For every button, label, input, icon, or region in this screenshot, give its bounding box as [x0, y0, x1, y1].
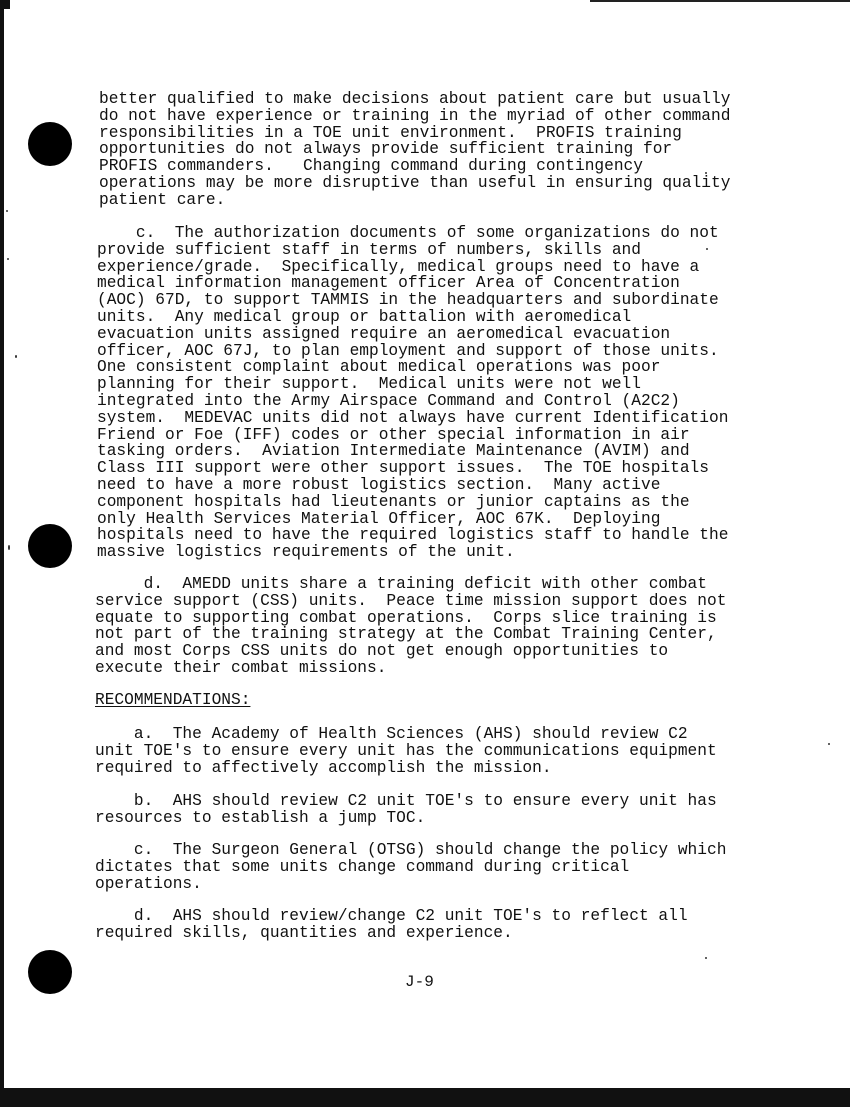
- page-number: J-9: [405, 973, 434, 991]
- scan-speck: [828, 743, 830, 745]
- recommendation-d: d. AHS should review/change C2 unit TOE's to reflect all required skills, quantities and experience.: [95, 907, 688, 942]
- scan-speck: [15, 355, 17, 358]
- scan-bottom-band: [0, 1088, 850, 1107]
- recommendation-b: b. AHS should review C2 unit TOE's to ensure every unit has resources to establish a jump TOC.: [95, 792, 717, 827]
- scan-speck: [705, 957, 707, 959]
- scan-top-rule: [590, 0, 850, 2]
- scan-speck: [8, 545, 10, 550]
- scan-left-edge: [0, 0, 4, 1088]
- scan-corner-mark: [0, 0, 10, 9]
- punch-hole-middle: [28, 524, 72, 568]
- recommendations-heading: RECOMMENDATIONS:: [95, 691, 251, 709]
- punch-hole-bottom: [28, 950, 72, 994]
- recommendation-a: a. The Academy of Health Sciences (AHS) should review C2 unit TOE's to ensure every unit has the communications equipment required to affectively accomplish the mission.: [95, 725, 717, 777]
- paragraph-intro: better qualified to make decisions about patient care but usually do not have experience or training in the myriad of other command responsibilities in a TOE unit environment. PROFIS training opportunities do not always provide sufficient training for PROFIS commanders. Changing command during contingency operations may be more disruptive than useful in ensuring quality patient care.: [99, 90, 731, 209]
- recommendation-c: c. The Surgeon General (OTSG) should change the policy which dictates that some units change command during critical operations.: [95, 841, 727, 893]
- paragraph-d: d. AMEDD units share a training deficit with other combat service support (CSS) units. Peace time mission support does not equate to supporting combat operations. Corps slice training is not part of the training strategy at the Combat Training Center, and most Corps CSS units do not get enough opportunities to execute their combat missions.: [95, 575, 727, 677]
- scan-speck: [6, 210, 8, 212]
- paragraph-c: c. The authorization documents of some organizations do not provide sufficient staff in terms of numbers, skills and experience/grade. Specifically, medical groups need to have a medical information management officer Area of Concentration (AOC) 67D, to support TAMMIS in the headquarters and subordinate units. Any medical group or battalion with aeromedical evacuation units assigned require an aeromedical evacuation officer, AOC 67J, to plan employment and support of those units. One consistent complaint about medical operations was poor planning for their support. Medical units were not well integrated into the Army Airspace Command and Control (A2C2) system. MEDEVAC units did not always have current Identification Friend or Foe (IFF) codes or other special information in air tasking orders. Aviation Intermediate Maintenance (AVIM) and Class III support were other support issues. The TOE hospitals need to have a more robust logistics section. Many active component hospitals had lieutenants or junior captains as the only Health Services Material Officer, AOC 67K. Deploying hospitals need to have the required logistics staff to handle the massive logistics requirements of the unit.: [97, 224, 729, 562]
- punch-hole-top: [28, 122, 72, 166]
- scan-speck: [7, 258, 9, 260]
